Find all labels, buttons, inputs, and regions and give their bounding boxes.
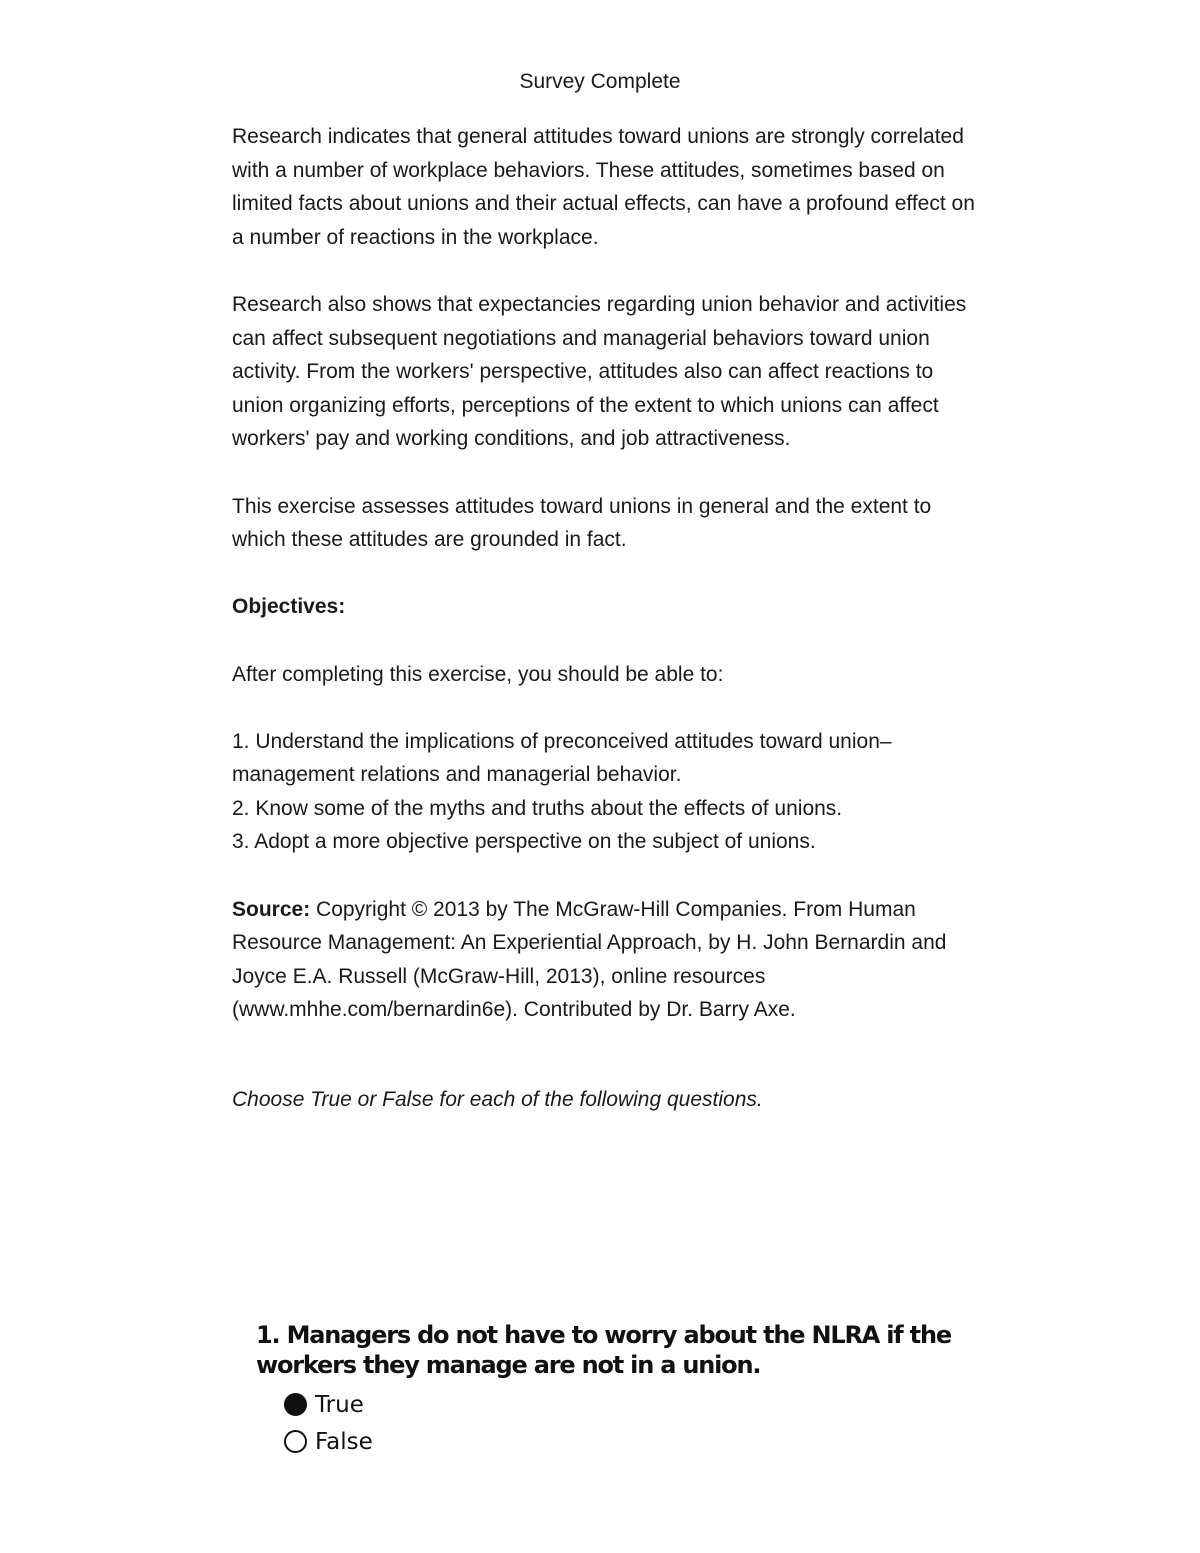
instructions-text: Choose True or False for each of the following questions.: [232, 1088, 763, 1112]
option-false-label: False: [315, 1428, 373, 1455]
page-title: Survey Complete: [519, 70, 681, 93]
option-false[interactable]: [284, 1423, 976, 1460]
option-true-label: True: [315, 1391, 364, 1418]
answer-options: [256, 1386, 976, 1460]
intro-paragraph-2: Research also shows that expectancies regarding union behavior and activities can affect subsequent negotiations and managerial behaviors toward union activity. From the workers' perspective, attitudes also can affect reactions to union organizing efforts, perceptions of the extent to which unions can affect workers' pay and working conditions, and job attractiveness.: [232, 292, 967, 451]
objectives-intro: After completing this exercise, you should be able to:: [232, 662, 724, 686]
source-text: Copyright © 2013 by The McGraw-Hill Companies. From Human Resource Management: An Experiential Approach, by H. John Bernardin and Joyce E.A. Russell (McGraw-Hill, 2013), online resources (www.mhhe.com/bernardin6e). Contributed by Dr. Barry Axe.: [232, 897, 947, 1022]
intro-paragraph-1: Research indicates that general attitudes toward unions are strongly correlated with a number of workplace behaviors. These attitudes, sometimes based on limited facts about unions and their actual effects, can have a profound effect on a number of reactions in the workplace.: [232, 125, 975, 249]
question-text: 1. Managers do not have to worry about the NLRA if the workers they manage are not in a union.: [256, 1321, 951, 1379]
objective-item-1: 1. Understand the implications of preconceived attitudes toward union–management relations and managerial behavior.: [232, 729, 892, 787]
objective-item-3: 3. Adopt a more objective perspective on the subject of unions.: [232, 830, 816, 854]
question-1: [256, 1320, 976, 1460]
radio-selected-icon[interactable]: [284, 1393, 307, 1416]
objectives-heading: Objectives:: [232, 595, 346, 619]
option-true[interactable]: [284, 1386, 976, 1423]
source-label: Source:: [232, 897, 311, 921]
objective-item-2: 2. Know some of the myths and truths about the effects of unions.: [232, 796, 843, 820]
radio-unselected-icon[interactable]: [284, 1430, 307, 1453]
intro-paragraph-3: This exercise assesses attitudes toward unions in general and the extent to which these attitudes are grounded in fact.: [232, 494, 932, 552]
source-citation: [232, 893, 977, 1027]
intro-content: [232, 120, 977, 1117]
